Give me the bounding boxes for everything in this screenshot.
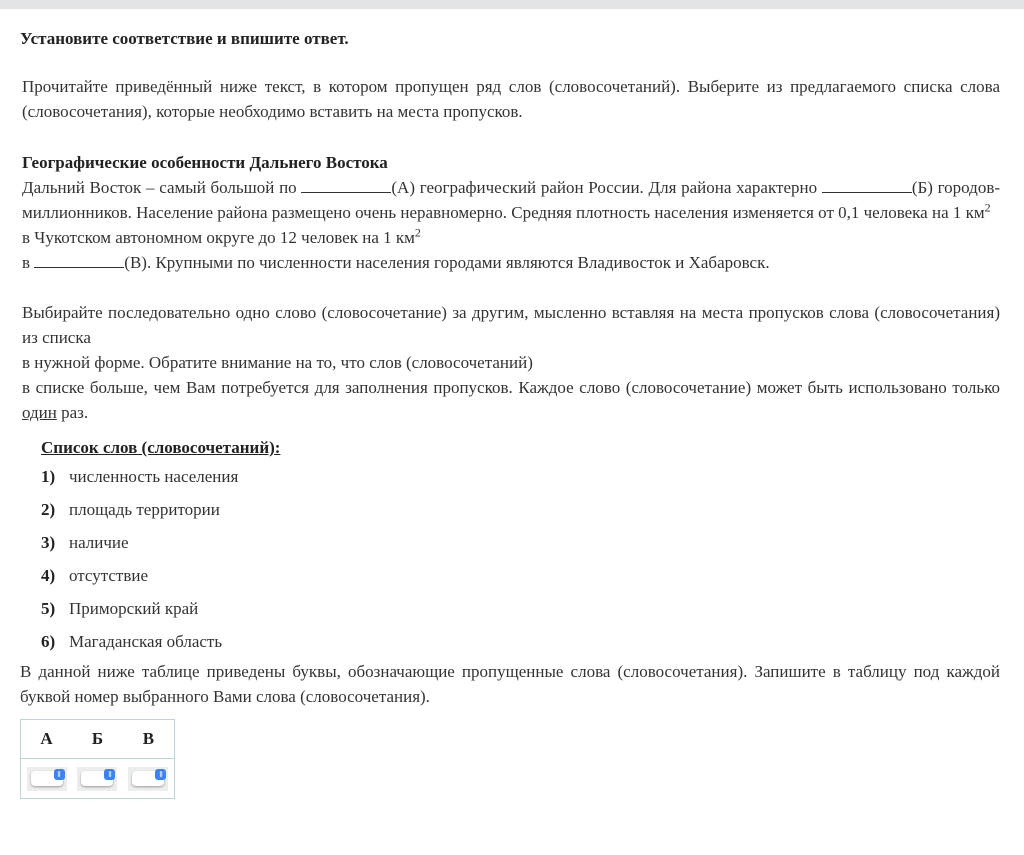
instr-line: Выбирайте последовательно одно слово (словосочетание) за другим, мысленно вставляя на места пропусков слова (словосочетания) из списка xyxy=(22,303,1000,347)
item-text: численность населения xyxy=(69,467,239,486)
task-content xyxy=(0,29,1024,799)
header-b: Б xyxy=(72,720,123,759)
blank-a xyxy=(301,178,391,193)
word-list-title: Список слов (словосочетаний): xyxy=(41,438,281,457)
superscript: 2 xyxy=(984,200,991,215)
updown-chevron-icon: ⇕ xyxy=(54,769,65,780)
header-v: В xyxy=(123,720,175,759)
item-text: площадь территории xyxy=(69,500,220,519)
instr-line: в нужной форме. Обратите внимание на то, что слов (словосочетаний) xyxy=(22,353,533,372)
list-item xyxy=(41,468,1000,501)
table-intro-text: В данной ниже таблице приведены буквы, обозначающие пропущенные слова (словосочетания). Запишите в таблицу под каждой буквой номер выбранного Вами слова (словосочетания). xyxy=(20,662,1000,706)
text-part: (А) географический район России. Для района характерно xyxy=(391,178,822,197)
select-a[interactable] xyxy=(27,767,67,791)
item-text: наличие xyxy=(69,533,129,552)
text-part: Дальний Восток – самый большой по xyxy=(22,178,302,197)
updown-chevron-icon: ⇕ xyxy=(104,769,115,780)
item-text: отсутствие xyxy=(69,566,149,585)
text-part: (Б) городов-миллионников. Население района размещено очень неравномерно. Средняя плотность населения изменяется от 0,1 человека на 1 км xyxy=(22,178,1001,222)
text-part: в xyxy=(22,253,35,272)
select-b[interactable] xyxy=(77,767,117,791)
blank-v xyxy=(34,253,124,268)
superscript: 2 xyxy=(414,225,421,240)
item-number: 4) xyxy=(41,566,56,585)
intro-text: Прочитайте приведённый ниже текст, в котором пропущен ряд слов (словосочетаний). Выберите из предлагаемого списка слова (словосочетания), которые необходимо вставить на места пропусков. xyxy=(22,77,1000,121)
item-number: 2) xyxy=(41,500,56,519)
item-number: 6) xyxy=(41,632,56,651)
instr-line: в списке больше, чем Вам потребуется для заполнения пропусков. Каждое слово (словосочетание) может быть использовано только xyxy=(22,378,1000,397)
instructions-text xyxy=(22,300,1000,425)
item-number: 3) xyxy=(41,533,56,552)
updown-chevron-icon: ⇕ xyxy=(155,769,166,780)
list-item xyxy=(41,501,1000,534)
word-list xyxy=(41,468,1000,666)
item-text: Магаданская область xyxy=(69,632,223,651)
blank-b xyxy=(822,178,912,193)
text-part: (В). Крупными по численности населения городами являются Владивосток и Хабаровск. xyxy=(124,253,770,272)
select-v[interactable] xyxy=(128,767,168,791)
task-title: Установите соответствие и впишите ответ. xyxy=(20,29,349,48)
list-item xyxy=(41,534,1000,567)
underlined-word: один xyxy=(22,403,57,422)
item-number: 5) xyxy=(41,599,56,618)
top-bar xyxy=(0,0,1024,9)
item-text: Приморский край xyxy=(69,599,199,618)
list-item xyxy=(41,600,1000,633)
list-item xyxy=(41,567,1000,600)
answer-table xyxy=(20,719,175,799)
header-a: А xyxy=(21,720,73,759)
gapped-text xyxy=(22,175,1000,275)
text-part: в Чукотском автономном округе до 12 человек на 1 км xyxy=(22,228,415,247)
item-number: 1) xyxy=(41,467,56,486)
instr-line: раз. xyxy=(56,403,89,422)
text-heading: Географические особенности Дальнего Востока xyxy=(22,153,388,172)
